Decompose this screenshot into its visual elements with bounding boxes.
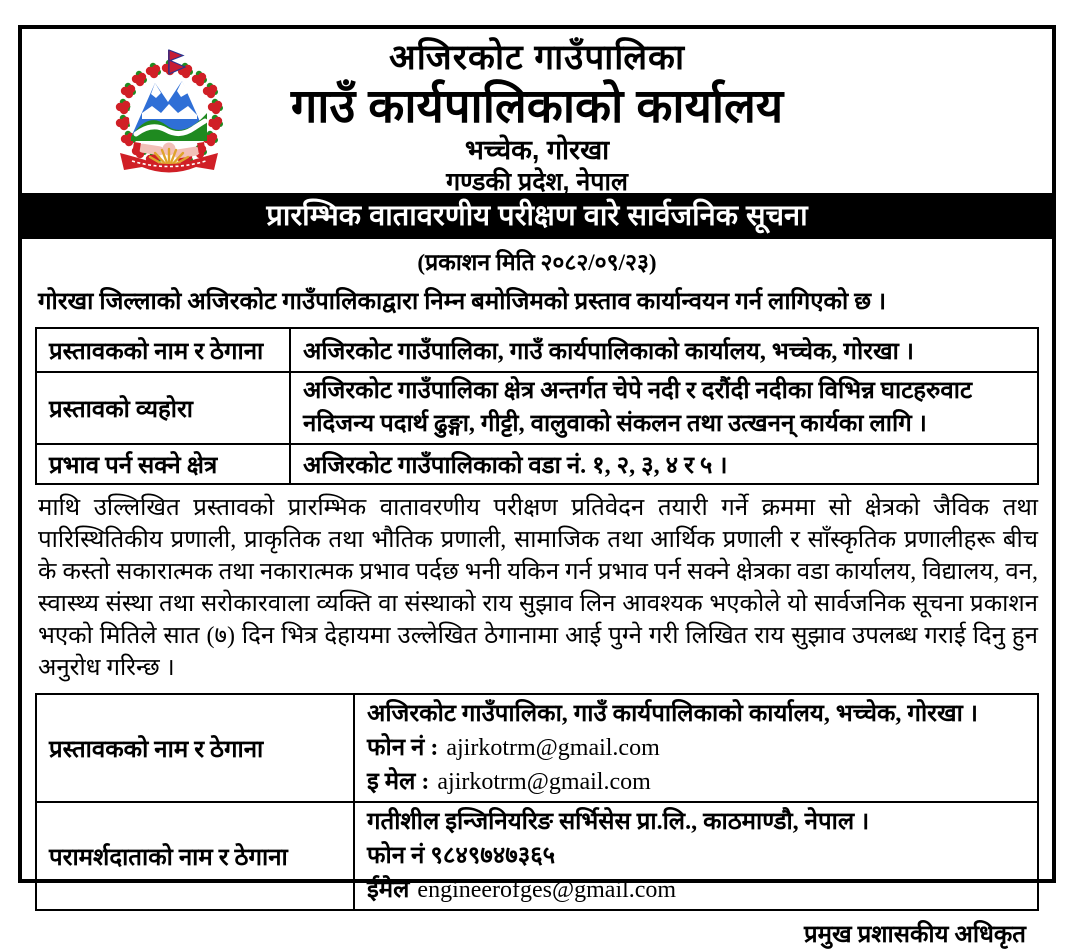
publish-date: (प्रकाशन मिति २०८२/०९/२३) (417, 250, 657, 275)
contact-address: अजिरकोट गाउँपालिका, गाउँ कार्यपालिकाको कार्यालय, भच्चेक, गोरखा । (367, 701, 978, 727)
proposal-table (35, 327, 1039, 485)
row-value: अजिरकोट गाउँपालिकाको वडा नं. १, २, ३, ४ र ५ । (290, 444, 1038, 484)
signature-title: प्रमुख प्रशासकीय अधिकृत (803, 922, 1026, 948)
contact-table (35, 693, 1039, 911)
province-line: गण्डकी प्रदेश, नेपाल (446, 168, 628, 196)
document-frame (18, 25, 1056, 948)
row-value (354, 694, 1038, 802)
row-value (354, 802, 1038, 910)
table-row (36, 328, 1038, 372)
table-row (36, 802, 1038, 910)
org-name: अजिरकोट गाउँपालिका (388, 38, 686, 77)
table-row (36, 694, 1038, 802)
letterhead (22, 29, 1052, 196)
contact-phone: फोन नं ९८४९७४७३६५ (367, 843, 556, 869)
contact-email: इ मेल : ajirkotrm@gmail.com (367, 769, 651, 795)
body-paragraph: माथि उल्लिखित प्रस्तावको प्रारम्भिक वातावरणीय परीक्षण प्रतिवेदन तयारी गर्ने क्रममा सो क्षेत्रको जैविक तथा पारिस्थितिकीय प्रणाली, प्राकृतिक तथा भौतिक प्रणाली, सामाजिक तथा आर्थिक प्रणाली र साँस्कृतिक प्रणालीहरू बीच के कस्तो सकारात्मक तथा नकारात्मक प्रभाव पर्दछ भनी यकिन गर्न प्रभाव पर्न सक्ने क्षेत्रका वडा कार्यालय, विद्यालय, वन, स्वास्थ्य संस्था तथा सरोकारवाला व्यक्ति वा संस्थाको राय सुझाव लिन आवश्यक भएकोले यो सार्वजनिक सूचना प्रकाशन भएको मितिले सात (७) दिन भित्र देहायमा उल्लेखित ठेगानामा आई पुग्ने गरी लिखित राय सुझाव उपलब्ध गराई दिनु हुन अनुरोध गरिन्छ । (38, 495, 1038, 681)
row-label: प्रस्तावको व्यहोरा (36, 372, 290, 444)
row-label: प्रभाव पर्न सक्ने क्षेत्र (36, 444, 290, 484)
intro-line: गोरखा जिल्लाको अजिरकोट गाउँपालिकाद्वारा निम्न बमोजिमको प्रस्ताव कार्यान्वयन गर्न लागिएको छ । (38, 289, 887, 315)
row-value: अजिरकोट गाउँपालिका, गाउँ कार्यपालिकाको कार्यालय, भच्चेक, गोरखा । (290, 328, 1038, 372)
office-name: गाउँ कार्यपालिकाको कार्यालय (290, 79, 784, 132)
row-label: परामर्शदाताको नाम र ठेगाना (36, 802, 354, 910)
row-label: प्रस्तावकको नाम र ठेगाना (36, 328, 290, 372)
contact-address: गतीशील इन्जिनियरिङ सर्भिसेस प्रा.लि., काठमाण्डौ, नेपाल । (367, 809, 870, 835)
contact-email: ईमेल engineerofges@gmail.com (367, 877, 677, 903)
row-value: अजिरकोट गाउँपालिका क्षेत्र अन्तर्गत चेपे नदी र दरौंदी नदीका विभिन्न घाटहरुवाट नदिजन्य पदार्थ ढुङ्गा, गीट्टी, वालुवाको संकलन तथा उत्खनन् कार्यका लागि । (290, 372, 1038, 444)
table-row (36, 444, 1038, 484)
contact-phone: फोन नं : ajirkotrm@gmail.com (367, 735, 660, 761)
row-label: प्रस्तावकको नाम र ठेगाना (36, 694, 354, 802)
nepal-government-emblem-icon (108, 47, 230, 175)
notice-title-bar: प्रारम्भिक वातावरणीय परीक्षण वारे सार्वजनिक सूचना (22, 193, 1052, 239)
table-row (36, 372, 1038, 444)
address-line: भच्चेक, गोरखा (464, 135, 610, 165)
